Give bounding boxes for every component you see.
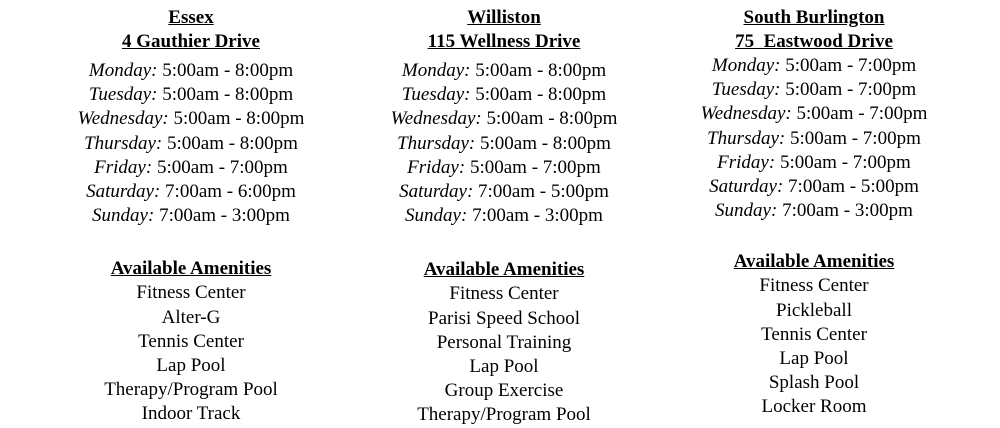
hours-list bbox=[686, 54, 942, 223]
day-label: Saturday: bbox=[709, 176, 784, 198]
hours-row-friday bbox=[65, 156, 317, 180]
day-label: Tuesday: bbox=[88, 84, 158, 106]
hours-row-monday bbox=[686, 54, 942, 78]
hours-row-saturday bbox=[378, 180, 630, 204]
hours-list bbox=[65, 59, 317, 228]
amenities-list bbox=[686, 274, 942, 419]
hours-row-tuesday bbox=[686, 78, 942, 102]
location-south-burlington bbox=[686, 6, 942, 420]
amenity-item: Personal Training bbox=[436, 331, 572, 353]
day-label: Monday: bbox=[88, 60, 158, 81]
amenity-item: Fitness Center bbox=[759, 275, 869, 297]
time-range: 5:00am - 8:00pm bbox=[157, 84, 294, 106]
day-label: Sunday: bbox=[405, 205, 468, 227]
time-range: 7:00am - 5:00pm bbox=[783, 176, 919, 198]
time-range: 5:00am - 8:00pm bbox=[157, 60, 294, 81]
time-range: 5:00am - 8:00pm bbox=[168, 108, 305, 130]
amenities-heading: Available Amenities bbox=[110, 258, 272, 280]
amenity-item: Lap Pool bbox=[469, 356, 539, 378]
time-range: 7:00am - 6:00pm bbox=[160, 181, 296, 203]
hours-row-thursday bbox=[378, 132, 630, 156]
amenity-item: Tennis Center bbox=[761, 323, 867, 345]
day-label: Saturday: bbox=[86, 181, 161, 203]
day-label: Wednesday: bbox=[390, 108, 482, 130]
amenity-item: Locker Room bbox=[761, 396, 867, 418]
day-label: Tuesday: bbox=[401, 84, 471, 106]
hours-row-thursday bbox=[65, 132, 317, 156]
location-name: Williston bbox=[467, 7, 541, 28]
hours-row-tuesday bbox=[65, 83, 317, 107]
day-label: Saturday: bbox=[399, 181, 474, 203]
hours-row-sunday bbox=[378, 204, 630, 228]
amenities-heading: Available Amenities bbox=[733, 251, 895, 273]
amenity-item: Pickleball bbox=[776, 299, 852, 321]
amenity-item: Lap Pool bbox=[156, 355, 226, 377]
day-label: Sunday: bbox=[715, 200, 778, 222]
amenity-item: Tennis Center bbox=[138, 330, 244, 352]
amenity-item: Lap Pool bbox=[779, 348, 849, 370]
location-essex bbox=[65, 6, 317, 427]
time-range: 7:00am - 3:00pm bbox=[154, 205, 290, 227]
time-range: 5:00am - 7:00pm bbox=[791, 103, 928, 125]
amenities-list bbox=[65, 281, 317, 426]
amenity-item: Fitness Center bbox=[449, 283, 559, 305]
hours-row-sunday bbox=[65, 204, 317, 228]
amenity-item: Group Exercise bbox=[444, 380, 564, 402]
hours-row-saturday bbox=[686, 175, 942, 199]
hours-row-monday bbox=[65, 59, 317, 83]
day-label: Thursday: bbox=[397, 132, 476, 154]
time-range: 5:00am - 8:00pm bbox=[481, 108, 618, 130]
day-label: Monday: bbox=[401, 60, 471, 81]
hours-row-wednesday bbox=[686, 102, 942, 126]
day-label: Thursday: bbox=[84, 132, 163, 154]
time-range: 5:00am - 7:00pm bbox=[465, 156, 601, 178]
time-range: 7:00am - 3:00pm bbox=[777, 200, 913, 222]
hours-row-wednesday bbox=[65, 107, 317, 131]
time-range: 5:00am - 7:00pm bbox=[780, 55, 917, 76]
hours-row-saturday bbox=[65, 180, 317, 204]
time-range: 5:00am - 7:00pm bbox=[775, 151, 911, 173]
location-name: South Burlington bbox=[743, 7, 885, 28]
day-label: Sunday: bbox=[92, 205, 155, 227]
day-label: Tuesday: bbox=[711, 79, 781, 101]
time-range: 5:00am - 7:00pm bbox=[785, 127, 921, 149]
amenities-list bbox=[378, 282, 630, 427]
time-range: 5:00am - 8:00pm bbox=[475, 132, 611, 154]
amenity-item: Alter-G bbox=[161, 306, 221, 328]
amenity-item: Fitness Center bbox=[136, 282, 246, 304]
amenity-item: Parisi Speed School bbox=[428, 307, 580, 329]
location-address: 75 Eastwood Drive bbox=[735, 31, 893, 52]
time-range: 7:00am - 3:00pm bbox=[467, 205, 603, 227]
amenity-item: Splash Pool bbox=[768, 372, 860, 394]
hours-list bbox=[378, 59, 630, 228]
day-label: Thursday: bbox=[707, 127, 786, 149]
day-label: Friday: bbox=[407, 156, 466, 178]
day-label: Friday: bbox=[94, 156, 153, 178]
hours-row-tuesday bbox=[378, 83, 630, 107]
day-label: Wednesday: bbox=[77, 108, 169, 130]
location-address: 4 Gauthier Drive bbox=[122, 31, 260, 52]
day-label: Wednesday: bbox=[700, 103, 792, 125]
time-range: 7:00am - 5:00pm bbox=[473, 181, 609, 203]
time-range: 5:00am - 8:00pm bbox=[470, 60, 607, 81]
hours-row-monday bbox=[378, 59, 630, 83]
amenity-item: Therapy/Program Pool bbox=[104, 379, 278, 401]
time-range: 5:00am - 8:00pm bbox=[470, 84, 607, 106]
hours-row-wednesday bbox=[378, 107, 630, 131]
hours-row-sunday bbox=[686, 199, 942, 223]
amenities-heading: Available Amenities bbox=[423, 259, 585, 281]
day-label: Friday: bbox=[717, 151, 776, 173]
location-williston bbox=[378, 6, 630, 428]
day-label: Monday: bbox=[711, 55, 781, 76]
location-address: 115 Wellness Drive bbox=[427, 31, 581, 52]
amenity-item: Indoor Track bbox=[141, 403, 241, 425]
time-range: 5:00am - 8:00pm bbox=[162, 132, 298, 154]
amenity-item: Therapy/Program Pool bbox=[417, 404, 591, 426]
time-range: 5:00am - 7:00pm bbox=[152, 156, 288, 178]
hours-row-friday bbox=[378, 156, 630, 180]
location-name: Essex bbox=[168, 7, 214, 28]
time-range: 5:00am - 7:00pm bbox=[780, 79, 917, 101]
hours-row-friday bbox=[686, 151, 942, 175]
hours-row-thursday bbox=[686, 127, 942, 151]
